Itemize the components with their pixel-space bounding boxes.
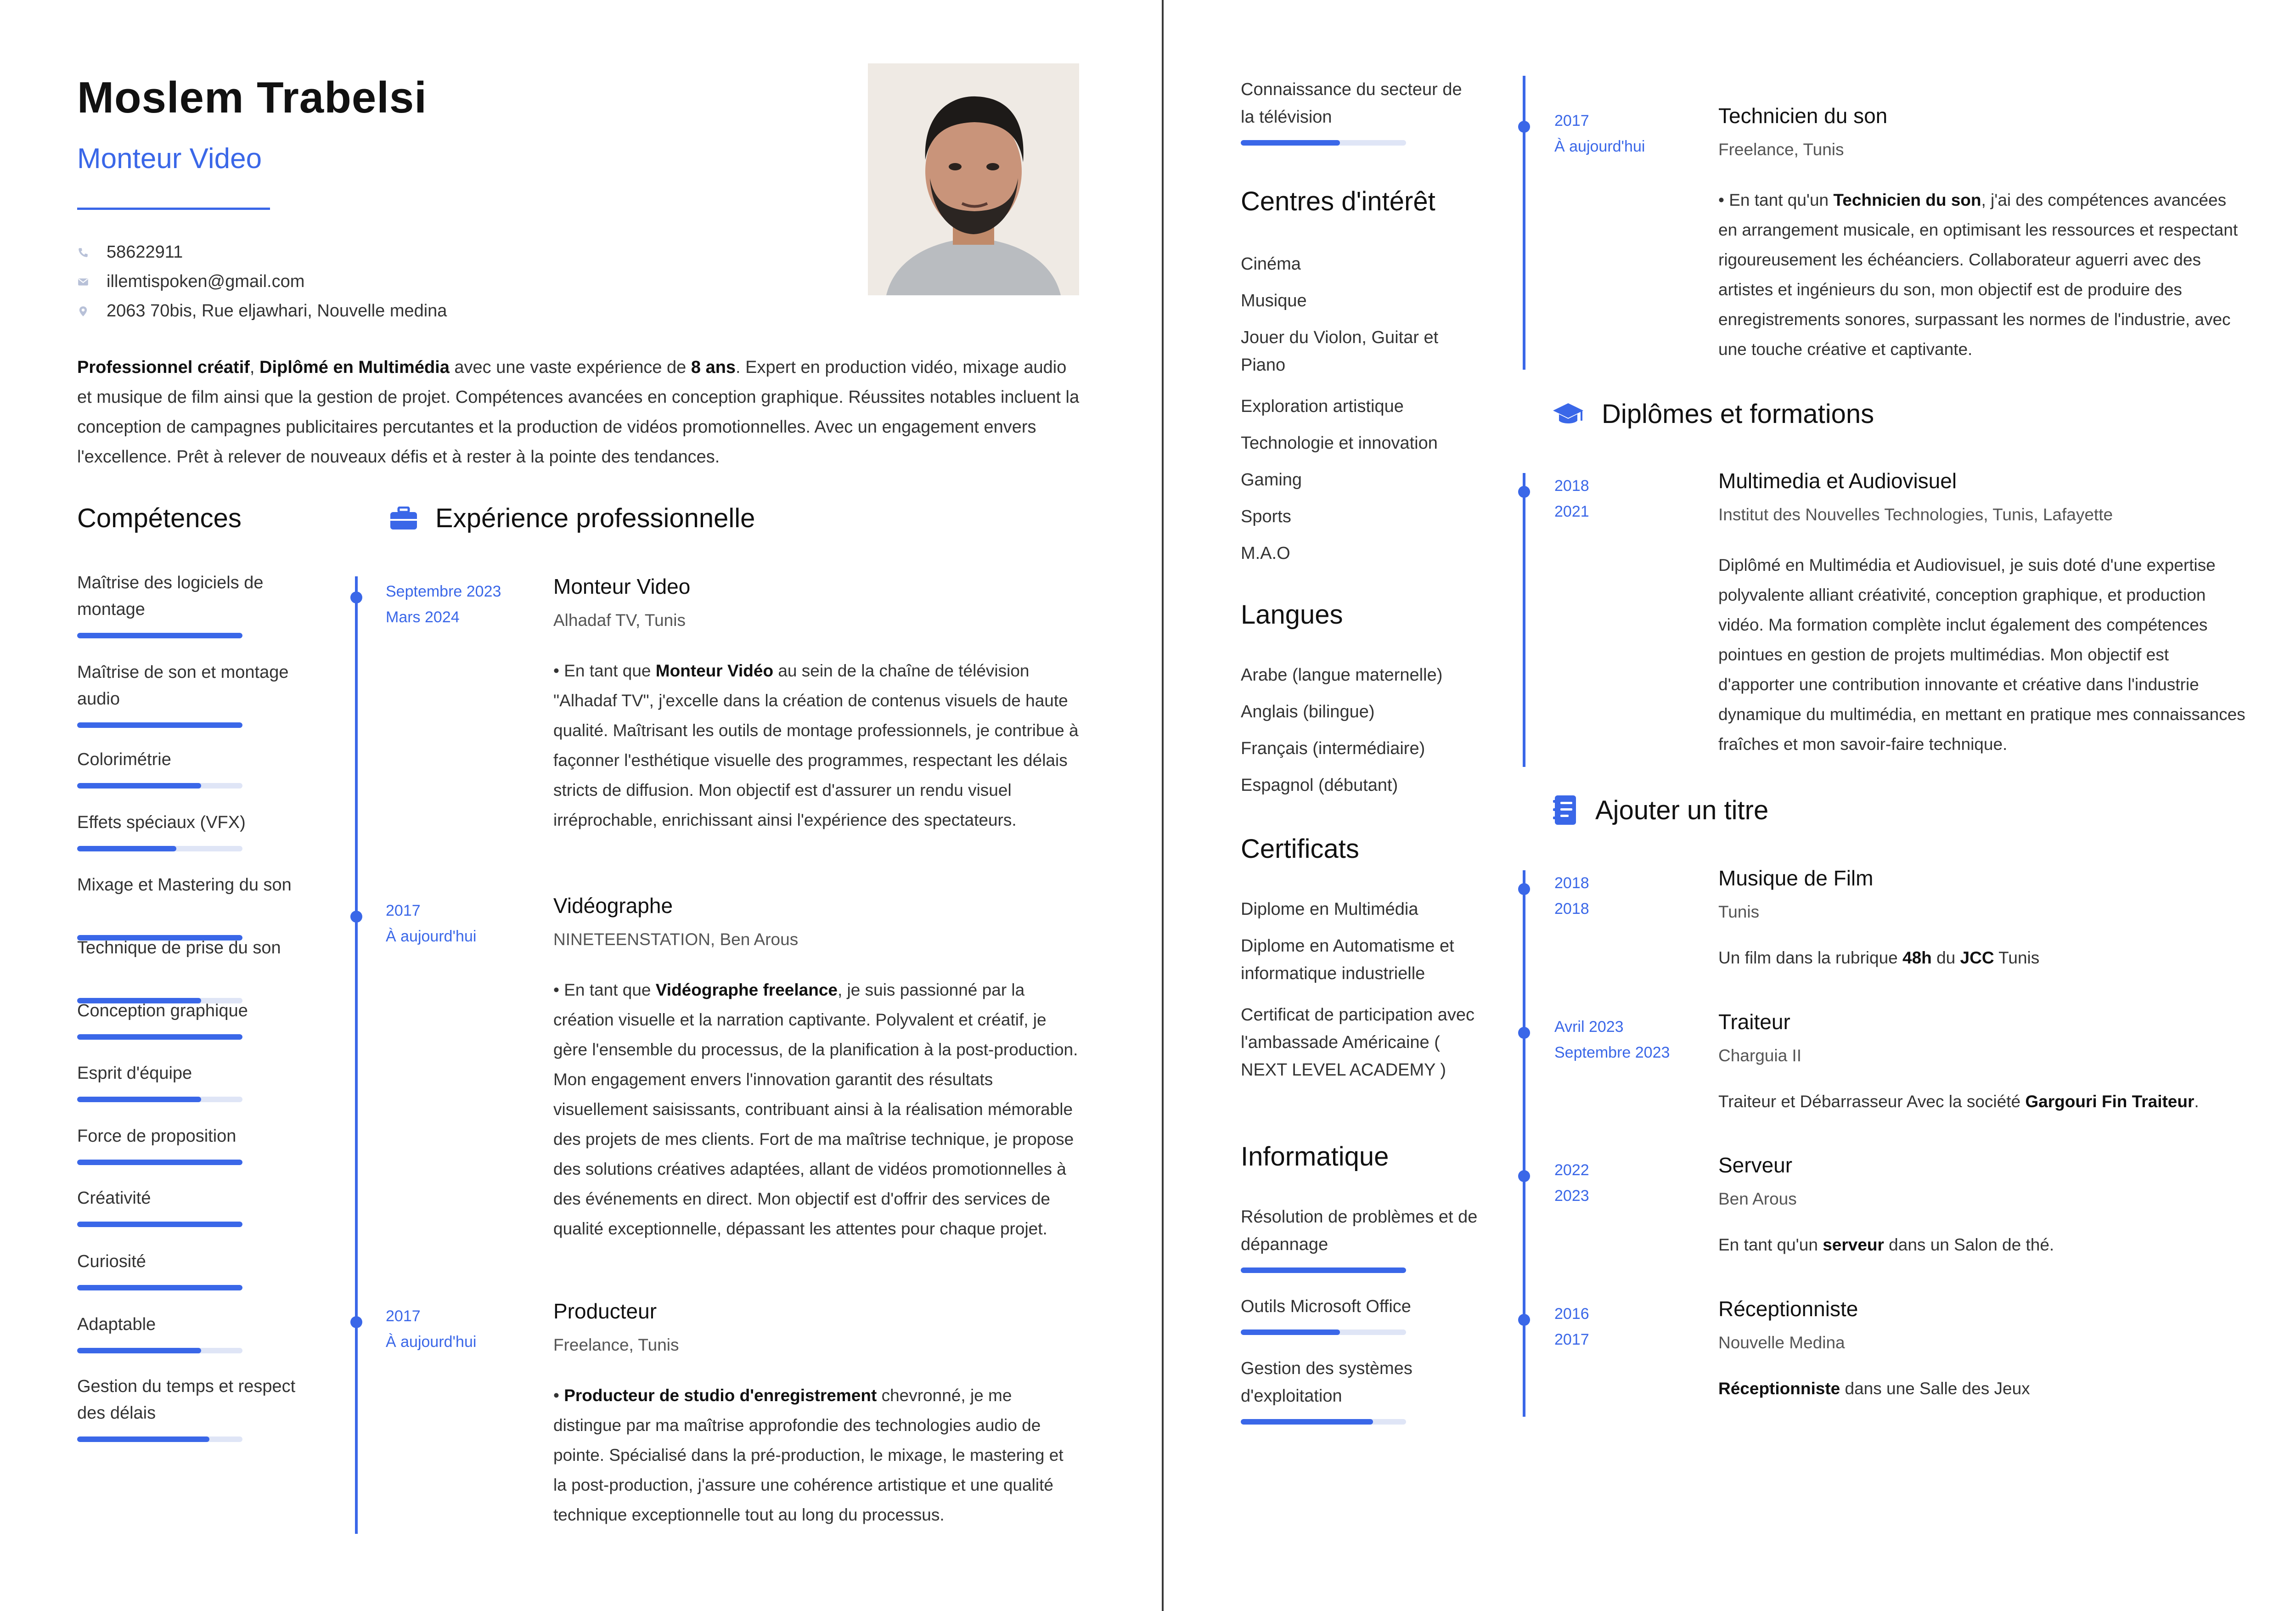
skill-bar-fill bbox=[77, 633, 242, 638]
education-heading bbox=[1552, 399, 1874, 429]
entry-start-date: 2017 bbox=[386, 1307, 421, 1325]
interest-item: M.A.O bbox=[1241, 544, 1290, 563]
entry-start-date: Septembre 2023 bbox=[386, 583, 501, 600]
entry-role: Réceptionniste bbox=[1718, 1297, 1858, 1321]
computing-skill-label: Résolution de problèmes et de dépannage bbox=[1241, 1207, 1478, 1254]
timeline-dot bbox=[350, 911, 362, 923]
entry-place: Ben Arous bbox=[1718, 1189, 1797, 1208]
email-icon bbox=[77, 276, 89, 288]
profile-summary: Professionnel créatif, Diplômé en Multimédia avec une vaste expérience de 8 ans. Expert en production vidéo, mixage audio et musique de film ainsi que la gestion de projet. Compétences avancées en conception graphique. Réussites notables incluent la conception de campagnes publicitaires percutantes et la production de vidéos promotionnelles. Avec un engagement envers l'excellence. Prêt à relever de nouveaux défis et à rester à la pointe des tendances. bbox=[77, 358, 1080, 467]
skill-bar-fill bbox=[77, 722, 242, 728]
certificate-item: Certificat de participation avec l'ambassade Américaine ( NEXT LEVEL ACADEMY ) bbox=[1241, 1005, 1475, 1080]
entry-end-date: 2021 bbox=[1554, 503, 1589, 520]
entry-role: Musique de Film bbox=[1718, 866, 1874, 890]
entry-end-date: 2017 bbox=[1554, 1331, 1589, 1348]
entry-start-date: Avril 2023 bbox=[1554, 1018, 1624, 1036]
entry-role: Monteur Video bbox=[553, 575, 691, 598]
contact-phone[interactable] bbox=[77, 242, 183, 262]
entry-role: Technicien du son bbox=[1718, 104, 1888, 128]
timeline-dot bbox=[350, 1316, 362, 1328]
interest-item: Gaming bbox=[1241, 470, 1302, 490]
entry-place: Alhadaf TV, Tunis bbox=[553, 611, 686, 630]
skill-label: Colorimétrie bbox=[77, 750, 171, 769]
skill-label: Gestion du temps et respect des délais bbox=[77, 1377, 296, 1423]
entry-place: Nouvelle Medina bbox=[1718, 1333, 1845, 1352]
entry-description: Traiteur et Débarrasseur Avec la société Gargouri Fin Traiteur. bbox=[1718, 1092, 2199, 1111]
skill-bar-fill bbox=[77, 1034, 242, 1040]
entry-role: Traiteur bbox=[1718, 1010, 1790, 1034]
skill-bar-fill bbox=[77, 1348, 201, 1353]
postal-address: 2063 70bis, Rue eljawhari, Nouvelle medina bbox=[107, 301, 447, 321]
skill-bar-fill bbox=[77, 1285, 242, 1290]
timeline-dot bbox=[1518, 1027, 1530, 1039]
phone-icon bbox=[77, 247, 89, 259]
languages-heading: Langues bbox=[1241, 600, 1343, 630]
experience-heading bbox=[389, 503, 755, 534]
language-item: Arabe (langue maternelle) bbox=[1241, 665, 1443, 685]
entry-place: Institut des Nouvelles Technologies, Tunis, Lafayette bbox=[1718, 505, 2113, 524]
skill-bar bbox=[77, 1436, 242, 1442]
language-item: Anglais (bilingue) bbox=[1241, 702, 1375, 721]
certificates-heading: Certificats bbox=[1241, 834, 1359, 864]
entry-role: Multimedia et Audiovisuel bbox=[1718, 469, 1957, 493]
skill-bar bbox=[77, 633, 242, 638]
custom-timeline bbox=[1523, 870, 1525, 1417]
skill-bar-fill bbox=[1241, 1267, 1406, 1273]
entry-description: Un film dans la rubrique 48h du JCC Tunis bbox=[1718, 948, 2040, 967]
interest-item: Jouer du Violon, Guitar et Piano bbox=[1241, 328, 1439, 375]
computing-heading: Informatique bbox=[1241, 1142, 1389, 1172]
location-icon bbox=[77, 305, 89, 317]
entry-start-date: 2018 bbox=[1554, 477, 1589, 495]
education-timeline bbox=[1523, 473, 1525, 767]
entry-place: Charguia II bbox=[1718, 1046, 1801, 1065]
entry-end-date: Mars 2024 bbox=[386, 608, 460, 626]
computing-skill-label: Gestion des systèmes d'exploitation bbox=[1241, 1359, 1412, 1406]
skill-label: Force de proposition bbox=[77, 1127, 236, 1146]
skill-label: Créativité bbox=[77, 1189, 151, 1208]
experience-heading-label: Expérience professionnelle bbox=[435, 503, 755, 533]
entry-end-date: Septembre 2023 bbox=[1554, 1044, 1670, 1061]
timeline-dot bbox=[1518, 486, 1530, 498]
skill-bar bbox=[77, 783, 242, 789]
entry-description: En tant qu'un serveur dans un Salon de thé. bbox=[1718, 1235, 2054, 1254]
entry-start-date: 2017 bbox=[386, 902, 421, 919]
entry-description: • Producteur de studio d'enregistrement chevronné, je me distingue par ma maîtrise approfondie des technologies audio de pointe. Spécialisé dans la pré-production, le mixage, le mastering et la post-production, j'assure une cohérence artistique et une qualité technique exceptionnelle tout au long du processus. bbox=[553, 1386, 1064, 1524]
entry-place: NINETEENSTATION, Ben Arous bbox=[553, 930, 799, 949]
skill-label: Effets spéciaux (VFX) bbox=[77, 813, 246, 832]
profile-photo bbox=[868, 63, 1079, 295]
entry-description: Réceptionniste dans une Salle des Jeux bbox=[1718, 1379, 2030, 1398]
interest-item: Sports bbox=[1241, 507, 1291, 526]
entry-start-date: 2018 bbox=[1554, 874, 1589, 892]
entry-start-date: 2022 bbox=[1554, 1161, 1589, 1179]
entry-start-date: 2016 bbox=[1554, 1305, 1589, 1323]
interests-heading: Centres d'intérêt bbox=[1241, 186, 1435, 216]
skill-label: Conception graphique bbox=[77, 1001, 248, 1020]
contact-email[interactable] bbox=[77, 272, 304, 292]
skill-bar-fill bbox=[77, 1436, 209, 1442]
timeline-dot bbox=[1518, 883, 1530, 895]
graduation-cap-icon bbox=[1552, 401, 1584, 427]
entry-role: Serveur bbox=[1718, 1153, 1793, 1177]
entry-role: Vidéographe bbox=[553, 894, 673, 918]
skill-label: Curiosité bbox=[77, 1252, 146, 1271]
right-experience-timeline bbox=[1523, 76, 1525, 370]
skill-label: Maîtrise des logiciels de montage bbox=[77, 573, 264, 619]
entry-end-date: À aujourd'hui bbox=[386, 928, 477, 945]
email-address: illemtispoken@gmail.com bbox=[107, 272, 305, 291]
skill-bar-fill bbox=[77, 1097, 201, 1102]
certificate-item: Diplome en Multimédia bbox=[1241, 900, 1418, 919]
skill-bar bbox=[77, 846, 242, 851]
certificate-item: Diplome en Automatisme et informatique industrielle bbox=[1241, 936, 1454, 983]
entry-description: Diplômé en Multimédia et Audiovisuel, je suis doté d'une expertise polyvalente alliant créativité, conception graphique, et production vidéo. Ma formation complète inclut également des compétences pointues en gestion de projets multimédias. Mon objectif est d'apporter une contribution innovante et créative dans l'industrie dynamique du multimédia, en mettant en pratique mes connaissances fraîches et mon savoir-faire technique. bbox=[1718, 556, 2245, 754]
entry-place: Freelance, Tunis bbox=[1718, 140, 1844, 159]
timeline-dot bbox=[1518, 1170, 1530, 1182]
computing-skill-bar bbox=[1241, 1267, 1406, 1273]
interest-item: Cinéma bbox=[1241, 254, 1301, 274]
education-heading-label: Diplômes et formations bbox=[1602, 399, 1874, 429]
timeline-dot bbox=[350, 591, 362, 603]
skill-bar bbox=[77, 722, 242, 728]
title-underline bbox=[77, 208, 270, 210]
skill-bar-fill bbox=[1241, 140, 1340, 146]
page-divider bbox=[1162, 0, 1164, 1611]
skill-bar-fill bbox=[1241, 1419, 1373, 1425]
entry-description: • En tant que Monteur Vidéo au sein de la chaîne de télévision "Alhadaf TV", j'excelle dans la création de contenus visuels de haute qualité. Maîtrisant les outils de montage professionnels, je contribue à façonner l'esthétique visuelle des programmes, respectant les délais stricts de diffusion. Mon objectif est d'assurer un rendu visuel irréprochable, enrichissant ainsi l'expérience des spectateurs. bbox=[553, 661, 1079, 829]
interest-item: Exploration artistique bbox=[1241, 397, 1404, 416]
skill-bar bbox=[77, 1160, 242, 1165]
language-item: Français (intermédiaire) bbox=[1241, 739, 1425, 758]
entry-role: Producteur bbox=[553, 1299, 657, 1323]
entry-end-date: 2023 bbox=[1554, 1187, 1589, 1205]
skill-label: Maîtrise de son et montage audio bbox=[77, 663, 289, 709]
experience-timeline bbox=[355, 576, 358, 1534]
entry-place: Freelance, Tunis bbox=[553, 1335, 679, 1354]
entry-end-date: 2018 bbox=[1554, 900, 1589, 918]
job-title: Monteur Video bbox=[77, 143, 262, 175]
entry-description: • En tant qu'un Technicien du son, j'ai des compétences avancées en arrangement musicale, en optimisant les ressources et respectant rigoureusement les échéanciers. Collaborateur aguerri avec des artistes et ingénieurs du son, mon objectif est de produire des enregistrements sonores, surpassant les normes de l'industrie, avec une touche créative et captivante. bbox=[1718, 191, 2238, 359]
skill-label: Technique de prise du son bbox=[77, 938, 281, 958]
entry-description: • En tant que Vidéographe freelance, je suis passionné par la création visuelle et la narration captivante. Polyvalent et créatif, je gère l'ensemble du processus, de la planification à la post-production. Mon engagement envers l'innovation garantit des résultats visuellement saisissants, contribuant ainsi à la réalisation mémorable des projets de mes clients. Fort de ma maîtrise technique, je propose des solutions créatives adaptées, allant de vidéos promotionnelles à des événements en direct. Mon objectif est d'offrir des services de qualité exceptionnelle, dépassant les attentes pour chaque projet. bbox=[553, 980, 1078, 1238]
skill-label: Esprit d'équipe bbox=[77, 1064, 192, 1083]
skill-television-bar bbox=[1241, 140, 1406, 146]
custom-heading bbox=[1552, 794, 1768, 826]
skill-bar-fill bbox=[77, 1222, 242, 1227]
skills-heading: Compétences bbox=[77, 503, 242, 533]
skill-bar-fill bbox=[77, 783, 201, 789]
phone-number: 58622911 bbox=[107, 242, 183, 262]
skill-bar bbox=[77, 1097, 242, 1102]
candidate-name: Moslem Trabelsi bbox=[77, 73, 427, 122]
entry-start-date: 2017 bbox=[1554, 112, 1589, 130]
timeline-dot bbox=[1518, 1314, 1530, 1326]
skill-bar bbox=[77, 1348, 242, 1353]
skill-bar bbox=[77, 1222, 242, 1227]
skill-bar-fill bbox=[77, 1160, 242, 1165]
computing-skill-label: Outils Microsoft Office bbox=[1241, 1297, 1411, 1316]
computing-skill-bar bbox=[1241, 1419, 1406, 1425]
interest-item: Technologie et innovation bbox=[1241, 434, 1438, 453]
language-item: Espagnol (débutant) bbox=[1241, 776, 1398, 795]
briefcase-icon bbox=[389, 507, 418, 530]
custom-heading-label: Ajouter un titre bbox=[1595, 795, 1769, 825]
contact-address bbox=[77, 301, 447, 321]
entry-place: Tunis bbox=[1718, 902, 1760, 921]
skill-bar-fill bbox=[77, 846, 176, 851]
skill-label: Adaptable bbox=[77, 1315, 156, 1334]
interest-item: Musique bbox=[1241, 291, 1307, 310]
computing-skill-bar bbox=[1241, 1329, 1406, 1335]
entry-end-date: À aujourd'hui bbox=[386, 1333, 477, 1351]
skill-television-label: Connaissance du secteur de la télévision bbox=[1241, 80, 1462, 127]
skill-bar-fill bbox=[1241, 1329, 1340, 1335]
entry-end-date: À aujourd'hui bbox=[1554, 138, 1645, 155]
notebook-icon bbox=[1552, 794, 1578, 826]
skill-label: Mixage et Mastering du son bbox=[77, 875, 292, 895]
timeline-dot bbox=[1518, 121, 1530, 133]
skill-bar bbox=[77, 1034, 242, 1040]
skill-bar bbox=[77, 1285, 242, 1290]
